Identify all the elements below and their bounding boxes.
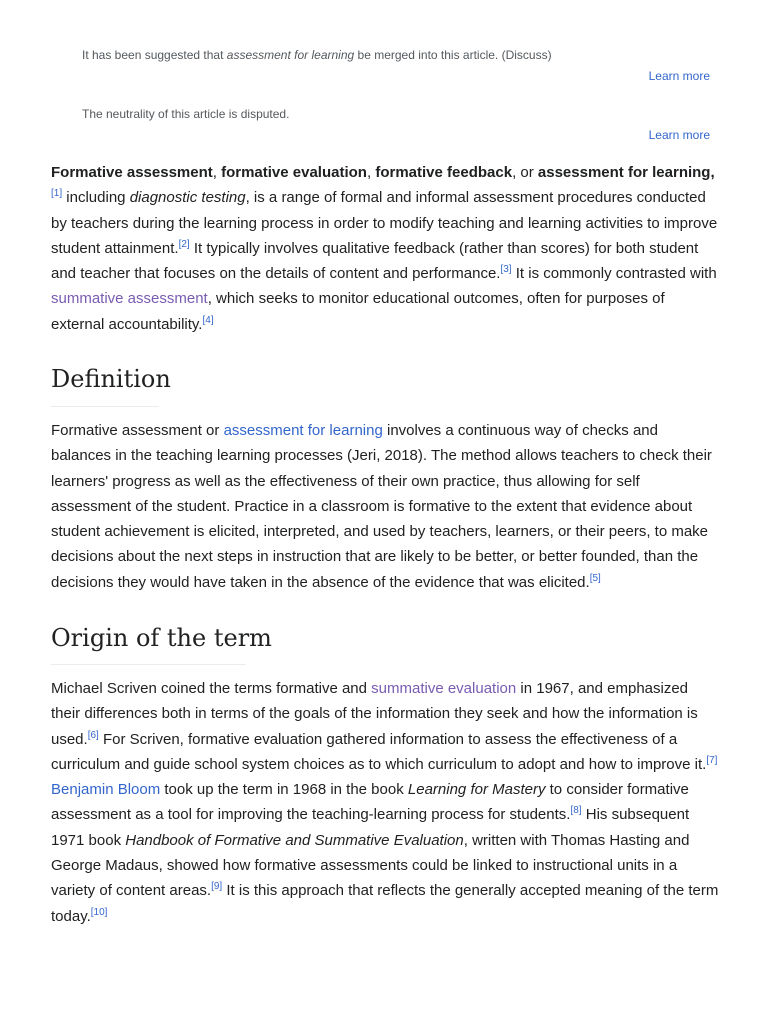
neutrality-notice-text: The neutrality of this article is disputed. — [82, 107, 290, 121]
merge-notice-text: It has been suggested that assessment for learning be merged into this article. (Discuss) — [82, 48, 552, 62]
ref-8[interactable]: [8] — [570, 805, 582, 817]
summative-assessment-link[interactable]: summative assessment — [51, 290, 208, 308]
ref-3[interactable]: [3] — [500, 264, 512, 276]
ref-7[interactable]: [7] — [706, 754, 718, 766]
definition-heading-rule — [51, 406, 159, 407]
diagnostic-testing: diagnostic testing — [129, 189, 246, 207]
term-formative-feedback: formative feedback — [375, 164, 513, 181]
ref-9[interactable]: [9] — [211, 881, 223, 893]
ref-2[interactable]: [2] — [178, 238, 190, 250]
ref-4[interactable]: [4] — [202, 314, 214, 326]
ref-1[interactable]: [1] — [51, 188, 63, 200]
origin-heading: Origin of the term — [51, 624, 272, 652]
book-learning-for-mastery: Learning for Mastery — [407, 781, 546, 799]
definition-paragraph: Formative assessment or assessment for learning involves a continuous way of checks and balances in the teaching learning processes (Jeri, 2018). The method allows teachers to check their learners' progress as well as the effectiveness of their own practice, thus allowing for self assessment of the student. Practice in a classroom is formative to the extent that evidence about student achievement is elicited, interpreted, and used by teachers, learners, or their peers, to make decisions about the next steps in instruction that are likely to be better, or better founded, than the decisions they would have taken in the absence of the evidence that was elicited.[5] — [51, 422, 712, 591]
ref-5[interactable]: [5] — [589, 572, 601, 584]
assessment-for-learning-link[interactable]: assessment for learning — [223, 422, 383, 439]
intro-paragraph: Formative assessment, formative evaluation, formative feedback, or assessment for learning,[1] including diagnostic testing, is a range of formal and informal assessment procedures conducted by teachers during the learning process in order to modify teaching and learning activities to improve student attainment.[2] It typically involves qualitative feedback (rather than scores) for both student and teacher that focuses on the details of content and performance.[3] It is commonly contrasted with summative assessment, which seeks to monitor educational outcomes, often for purposes of external accountability.[4] — [51, 164, 718, 333]
ref-10[interactable]: [10] — [90, 906, 108, 918]
term-formative-evaluation: formative evaluation — [221, 164, 367, 181]
benjamin-bloom-link[interactable]: Benjamin Bloom — [51, 781, 161, 799]
origin-heading-rule — [51, 664, 246, 665]
neutrality-notice — [82, 106, 710, 146]
term-assessment-for-learning: assessment for learning, — [537, 164, 715, 181]
definition-heading: Definition — [51, 365, 171, 393]
summative-evaluation-link[interactable]: summative evaluation — [371, 680, 517, 697]
ref-6[interactable]: [6] — [87, 729, 99, 741]
book-handbook: Handbook of Formative and Summative Evaluation — [125, 831, 464, 849]
term-formative-assessment: Formative assessment — [51, 164, 213, 181]
merge-notice — [82, 47, 710, 87]
neutrality-learn-more-link[interactable]: Learn more — [648, 128, 710, 142]
origin-paragraph: Michael Scriven coined the terms formative and summative evaluation in 1967, and emphasized their differences both in terms of the goals of the information they seek and how the information is used.[6] For Scriven, formative evaluation gathered information to assess the effectiveness of a curriculum and guide school system choices as to which curriculum to adopt and how to improve it.[7] Benjamin Bloom took up the term in 1968 in the book Learning for Mastery to consider formative assessment as a tool for improving the teaching-learning process for students.[8] His subsequent 1971 book Handbook of Formative and Summative Evaluation, written with Thomas Hasting and George Madaus, showed how formative assessments could be linked to instructional units in a variety of content areas.[9] It is this approach that reflects the generally accepted meaning of the term today.[10] — [51, 680, 719, 925]
merge-learn-more-link[interactable]: Learn more — [648, 69, 710, 83]
